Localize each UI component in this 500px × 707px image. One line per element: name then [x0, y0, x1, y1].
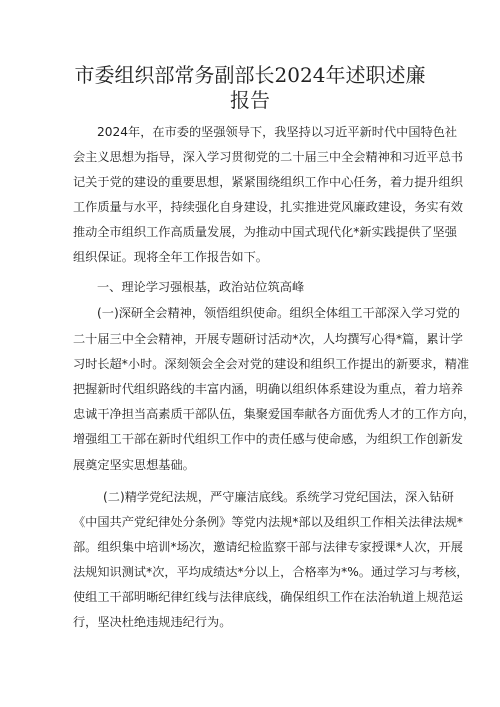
paragraph-line: 增强组工干部在新时代组织工作中的责任感与使命感，为组织工作创新发: [73, 432, 463, 446]
paragraph-line: 记关于党的建设的重要思想，紧紧围绕组织工作中心任务，着力提升组织: [73, 175, 463, 189]
paragraph-line: 工作质量与水平，持续强化自身建设，扎实推进党风廉政建设，务实有效: [73, 200, 463, 214]
paragraph-line: 法规知识测试*次，平均成绩达*分以上，合格率为*%。通过学习与考核，: [73, 565, 469, 579]
paragraph-line: 二十届三中全会精神，开展专题研讨活动*次，人均撰写心得*篇，累计学: [73, 332, 463, 346]
paragraph-line: 《中国共产党纪律处分条例》等党内法规*部以及组织工作相关法律法规*: [73, 515, 463, 529]
paragraph-line: 把握新时代组织路线的丰富内涵，明确以组织体系建设为重点，着力培养: [73, 382, 463, 396]
paragraph-line: (一)深研全会精神，领悟组织使命。组织全体组工干部深入学习党的: [97, 306, 460, 320]
paragraph-line: (二)精学党纪法规，严守廉洁底线。系统学习党纪国法，深入钻研: [103, 490, 454, 504]
paragraph-line: 使组工干部明晰纪律红线与法律底线，确保组织工作在法治轨道上规范运: [73, 590, 463, 604]
paragraph-line: 忠诚干净担当高素质干部队伍，集聚爱国奉献各方面优秀人才的工作方向，: [73, 407, 476, 421]
section-heading: 一、理论学习强根基，政治站位筑高峰: [97, 280, 305, 294]
paragraph-line: 展奠定坚实思想基础。: [73, 458, 195, 472]
paragraph-line: 部。组织集中培训*场次，邀请纪检监察干部与法律专家授课*人次，开展: [73, 540, 463, 554]
document-title: 市委组织部常务副部长2024年述职述廉: [74, 63, 426, 87]
paragraph-line: 行，坚决杜绝违规违纪行为。: [73, 615, 232, 629]
paragraph-line: 习时长超*小时。深刻领会全会对党的建设和组织工作提出的新要求，精准: [73, 357, 470, 371]
paragraph-line: 会主义思想为指导，深入学习贯彻党的二十届三中全会精神和习近平总书: [73, 150, 463, 164]
paragraph-line: 组织保证。现将全年工作报告如下。: [73, 250, 268, 264]
document-title-continued: 报告: [230, 88, 270, 112]
paragraph-line: 推动全市组织工作高质量发展，为推动中国式现代化*新实践提供了坚强: [73, 225, 457, 239]
paragraph-line: 2024年，在市委的坚强领导下，我坚持以习近平新时代中国特色社: [97, 125, 458, 139]
